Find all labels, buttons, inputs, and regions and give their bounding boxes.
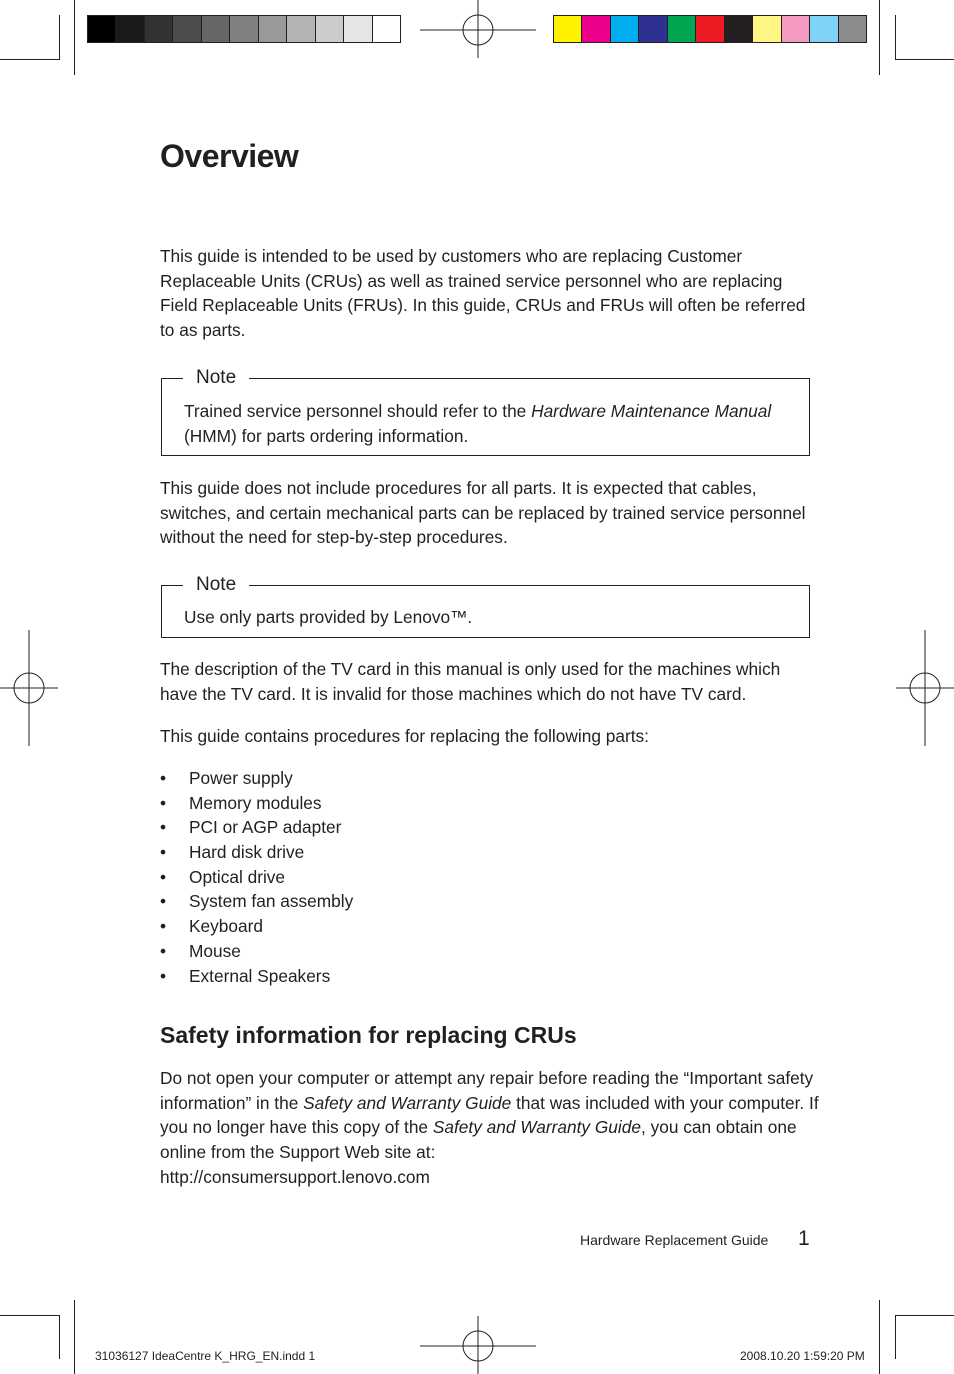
list-item-label: Keyboard [189, 916, 263, 937]
registration-mark-icon [0, 630, 60, 746]
color-swatch [696, 16, 724, 42]
registration-mark-icon [420, 0, 536, 60]
crop-mark [0, 1315, 60, 1316]
list-item-label: PCI or AGP adapter [189, 817, 342, 838]
note-box [161, 574, 810, 638]
hmm-title: Hardware Maintenance Manual [531, 401, 772, 421]
list-item-label: External Speakers [189, 965, 331, 986]
crop-mark [59, 1315, 60, 1359]
note-text: Use only parts provided by Lenovo™. [184, 607, 473, 627]
parts-scope-paragraph: This guide does not include procedures for all parts. It is expected that cables, switches, and certain mechanical parts can be replaced by trained service personnel without the need for step-by-step procedures. [160, 478, 806, 548]
list-item [160, 766, 353, 791]
slug-filename: 31036127 IdeaCentre K_HRG_EN.indd 1 [95, 1349, 316, 1363]
color-swatch [782, 16, 810, 42]
color-swatch [373, 16, 400, 42]
crop-mark [895, 1315, 896, 1359]
color-swatch [554, 16, 582, 42]
footer-guide-title: Hardware Replacement Guide [580, 1232, 769, 1248]
intro-paragraph: This guide is intended to be used by customers who are replacing Customer Replaceable Units (CRUs) as well as trained service personnel who are replacing Field Replaceable Units (FRUs). In this guide, CRUs and FRUs will often be referred to as parts. [160, 246, 806, 341]
color-swatch [116, 16, 144, 42]
color-swatch [287, 16, 315, 42]
bullet-icon: • [160, 866, 167, 887]
note-box [161, 367, 810, 456]
guide-title: Safety and Warranty Guide [303, 1092, 512, 1113]
bullet-icon: • [160, 965, 167, 986]
bullet-icon: • [160, 916, 167, 937]
list-item [160, 939, 353, 964]
registration-mark-icon [896, 630, 954, 746]
safety-paragraph: Do not open your computer or attempt any repair before reading the “Important safety information” in the Safety and Warranty Guide that was included with your computer. If you no longer have this copy of the Safety and Warranty Guide, you can obtain one online from the Support Web site at: http://consumersupport.lenovo.com [160, 1068, 819, 1187]
color-swatch [344, 16, 372, 42]
color-swatch [725, 16, 753, 42]
color-swatch [810, 16, 838, 42]
grayscale-color-bar [87, 15, 401, 43]
color-swatch [202, 16, 230, 42]
color-swatch [582, 16, 610, 42]
parts-list [160, 766, 353, 988]
tv-card-paragraph: The description of the TV card in this manual is only used for the machines which have the TV card. It is invalid for those machines which do not have TV card. [160, 659, 781, 704]
slug-timestamp: 2008.10.20 1:59:20 PM [740, 1349, 865, 1363]
page-number: 1 [798, 1227, 810, 1250]
crop-mark [895, 1315, 954, 1316]
guide-title: Safety and Warranty Guide [432, 1117, 641, 1138]
process-color-bar [553, 15, 867, 43]
crop-mark [895, 59, 954, 60]
bullet-icon: • [160, 768, 167, 788]
bullet-icon: • [160, 842, 167, 863]
crop-mark [0, 59, 60, 60]
color-swatch [668, 16, 696, 42]
list-item [160, 791, 353, 816]
registration-mark-icon [420, 1316, 536, 1374]
list-item-label: Power supply [189, 768, 293, 788]
list-item [160, 840, 353, 865]
bullet-icon: • [160, 792, 167, 813]
color-swatch [259, 16, 287, 42]
bullet-icon: • [160, 891, 167, 912]
color-swatch [145, 16, 173, 42]
crop-mark [74, 1300, 75, 1374]
color-swatch [173, 16, 201, 42]
note-text: Trained service personnel should refer to the Hardware Maintenance Manual (HMM) for parts ordering information. [184, 401, 772, 446]
bullet-icon: • [160, 817, 167, 838]
bullet-icon: • [160, 940, 167, 961]
color-swatch [639, 16, 667, 42]
crop-mark [879, 0, 880, 75]
note-label: Note [183, 573, 249, 597]
color-swatch [611, 16, 639, 42]
color-swatch [316, 16, 344, 42]
list-item-label: System fan assembly [189, 891, 354, 912]
color-swatch [753, 16, 781, 42]
crop-mark [879, 1300, 880, 1374]
list-item [160, 815, 353, 840]
color-swatch [230, 16, 258, 42]
crop-mark [74, 0, 75, 75]
list-item-label: Optical drive [189, 866, 286, 887]
color-swatch [88, 16, 116, 42]
safety-heading: Safety information for replacing CRUs [160, 1022, 577, 1048]
list-item-label: Memory modules [189, 792, 322, 813]
parts-intro-paragraph: This guide contains procedures for replacing the following parts: [160, 726, 649, 746]
list-item [160, 964, 353, 989]
support-url[interactable]: http://consumersupport.lenovo.com [160, 1166, 430, 1187]
list-item [160, 865, 353, 890]
crop-mark [895, 15, 896, 60]
list-item [160, 889, 353, 914]
color-swatch [839, 16, 866, 42]
list-item-label: Hard disk drive [189, 842, 305, 863]
list-item-label: Mouse [189, 940, 241, 961]
list-item [160, 914, 353, 939]
note-label: Note [183, 366, 249, 390]
crop-mark [59, 15, 60, 60]
page-title: Overview [160, 138, 299, 174]
